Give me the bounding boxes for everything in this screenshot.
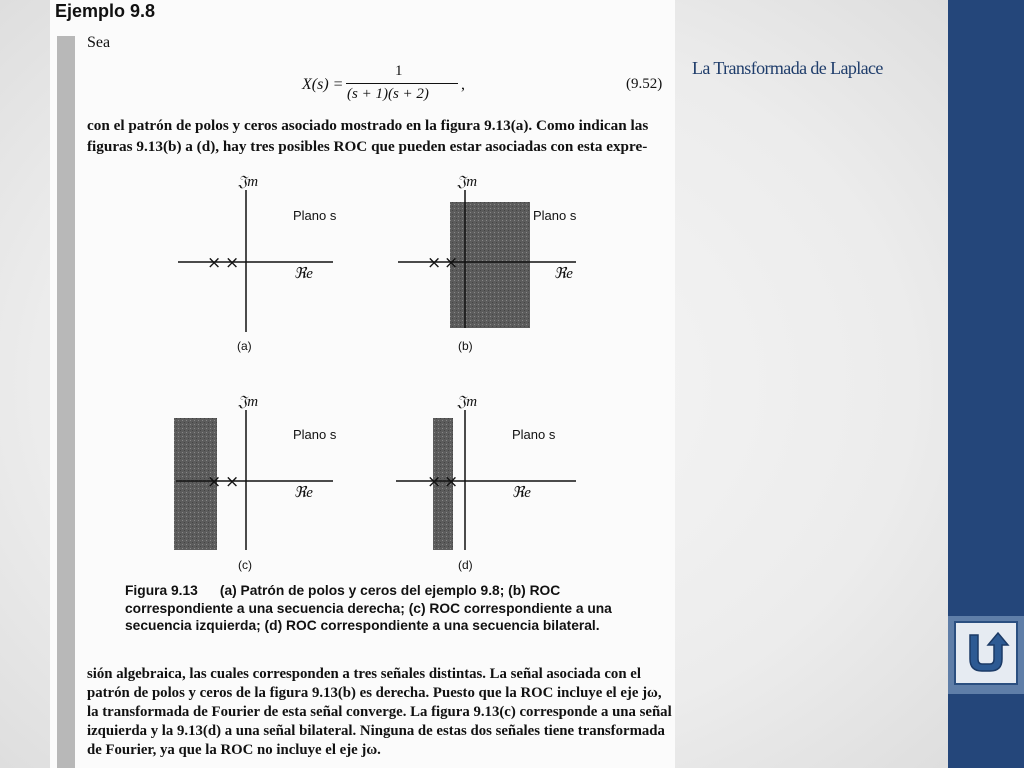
panel-c [174,394,337,572]
pole-marker: × [444,472,459,492]
return-arrow-icon [956,623,1016,683]
equation-lhs: X(s) = [302,76,344,93]
real-label: ℜe [294,485,313,501]
roc-region-right [450,202,530,328]
panel-label: (d) [458,558,473,572]
paragraph-2: sión algebraica, las cuales corresponden a tres señales distintas. La señal asociada con el patrón de polos y ceros de la figura 9.13(b) es derecha. Puesto que la ROC incluye el eje jω, la transformada de Fourier de esta señal converge. La figura 9.13(c) corresponde a una señal izquierda y la 9.13(d) a una señal bilateral. Ninguna de estas dos señales tiene transformada de Fourier, ya que la ROC no incluye el eje jω. [87,666,672,758]
equation-denominator: (s + 1)(s + 2) [347,86,429,102]
plane-label: Plano s [293,427,337,442]
panel-b [398,174,577,353]
pole-marker: × [207,472,222,492]
pole-marker: × [427,472,442,492]
real-label: ℜe [512,485,531,501]
pole-marker: × [225,472,240,492]
imaginary-label: 𝔍m [238,174,259,190]
fraction-bar [346,83,458,84]
pole-marker: × [444,253,459,273]
plane-label: Plano s [293,208,337,223]
textbook-page [50,0,675,768]
imaginary-label: 𝔍m [457,174,478,190]
real-label: ℜe [294,266,313,282]
panel-d [396,394,576,572]
caption-text: (a) Patrón de polos y ceros del ejemplo 9.8; (b) ROC correspondiente a una secuencia derecha; (c) ROC correspondiente a una secuencia izquierda; (d) ROC correspondiente a una secuencia bilateral. [125,583,612,633]
imaginary-label: 𝔍m [457,394,478,410]
slide-title: La Transformada de Laplace [692,58,883,78]
equation-trailing: , [461,76,465,93]
paragraph-1: con el patrón de polos y ceros asociado mostrado en la figura 9.13(a). Como indican las figuras 9.13(b) a (d), hay tres posibles ROC que pueden estar asociadas con esta expre- [87,117,649,155]
example-title: Ejemplo 9.8 [55,1,156,21]
plane-label: Plano s [533,208,577,223]
pole-marker: × [225,253,240,273]
equation-numerator: 1 [395,63,403,79]
intro-text: Sea [87,34,111,51]
panel-a [178,174,337,353]
imaginary-label: 𝔍m [238,394,259,410]
figure-label: Figura 9.13 [125,583,198,598]
pole-marker: × [427,253,442,273]
return-button[interactable] [954,621,1018,685]
real-label: ℜe [554,266,573,282]
plane-label: Plano s [512,427,556,442]
pole-zero-figure [50,160,675,580]
panel-label: (b) [458,339,473,353]
figure-caption [125,582,645,635]
panel-label: (a) [237,339,252,353]
equation-number: (9.52) [626,76,663,92]
panel-label: (c) [238,558,252,572]
pole-marker: × [207,253,222,273]
